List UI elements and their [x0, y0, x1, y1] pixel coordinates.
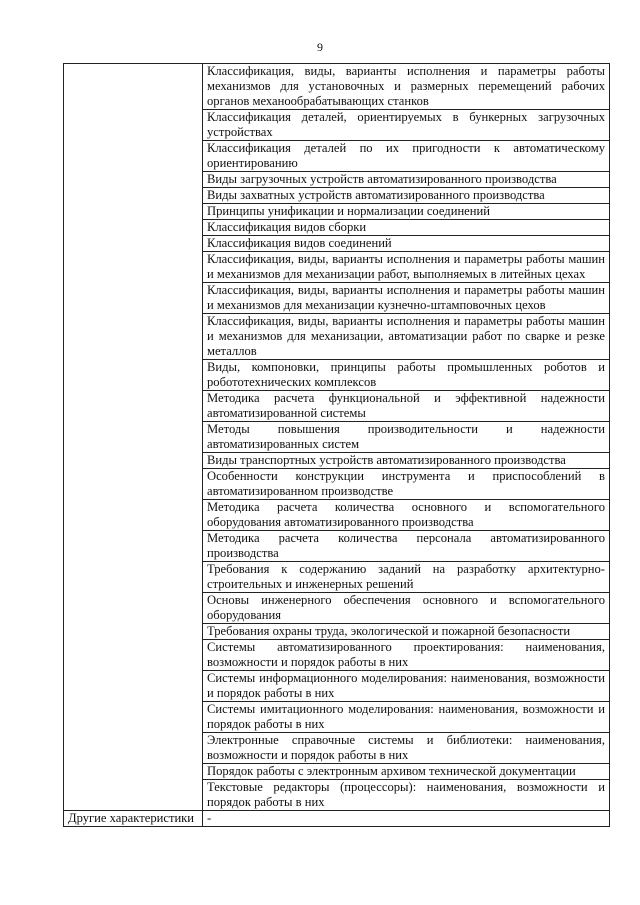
table-cell: Принципы унификации и нормализации соединений: [203, 204, 610, 220]
table-cell: Классификация, виды, варианты исполнения и параметры работы машин и механизмов для механизации, автоматизации работ по сварке и резке металлов: [203, 314, 610, 360]
table-cell: Виды транспортных устройств автоматизированного производства: [203, 453, 610, 469]
table-cell: Требования к содержанию заданий на разработку архитектурно-строительных и инженерных решений: [203, 562, 610, 593]
table-cell: Системы информационного моделирования: наименования, возможности и порядок работы в них: [203, 671, 610, 702]
table-cell: Текстовые редакторы (процессоры): наименования, возможности и порядок работы в них: [203, 780, 610, 811]
table-cell: Виды загрузочных устройств автоматизированного производства: [203, 172, 610, 188]
requirements-table: [63, 63, 610, 827]
table-cell: Классификация деталей по их пригодности к автоматическому ориентированию: [203, 141, 610, 172]
table-cell: Классификация, виды, варианты исполнения и параметры работы машин и механизмов для механизации кузнечно-штамповочных цехов: [203, 283, 610, 314]
table-cell: Классификация, виды, варианты исполнения и параметры работы механизмов для установочных и размерных перемещений рабочих органов механообрабатывающих станков: [203, 64, 610, 110]
table-cell: Виды захватных устройств автоматизированного производства: [203, 188, 610, 204]
table-cell: Методы повышения производительности и надежности автоматизированных систем: [203, 422, 610, 453]
table-cell: Системы автоматизированного проектирования: наименования, возможности и порядок работы в них: [203, 640, 610, 671]
table-cell: Системы имитационного моделирования: наименования, возможности и порядок работы в них: [203, 702, 610, 733]
table-row: [64, 64, 610, 110]
table-cell: Основы инженерного обеспечения основного и вспомогательного оборудования: [203, 593, 610, 624]
other-characteristics-label: Другие характеристики: [64, 811, 203, 827]
table-cell: Методика расчета количества основного и вспомогательного оборудования автоматизированного производства: [203, 500, 610, 531]
other-characteristics-value: -: [203, 811, 610, 827]
table-cell: Классификация видов сборки: [203, 220, 610, 236]
table-cell: Методика расчета функциональной и эффективной надежности автоматизированной системы: [203, 391, 610, 422]
table-cell: Классификация видов соединений: [203, 236, 610, 252]
page-number: 9: [317, 40, 323, 54]
table-cell: Электронные справочные системы и библиотеки: наименования, возможности и порядок работы в них: [203, 733, 610, 764]
table-cell: Классификация, виды, варианты исполнения и параметры работы машин и механизмов для механизации работ, выполняемых в литейных цехах: [203, 252, 610, 283]
table-cell: Порядок работы с электронным архивом технической документации: [203, 764, 610, 780]
table-cell: Особенности конструкции инструмента и приспособлений в автоматизированном производстве: [203, 469, 610, 500]
left-empty-cell: [64, 64, 203, 811]
other-characteristics-row: [64, 811, 610, 827]
table-cell: Методика расчета количества персонала автоматизированного производства: [203, 531, 610, 562]
table-cell: Классификация деталей, ориентируемых в бункерных загрузочных устройствах: [203, 110, 610, 141]
table-body: [64, 64, 610, 827]
table-cell: Виды, компоновки, принципы работы промышленных роботов и робототехнических комплексов: [203, 360, 610, 391]
table-cell: Требования охраны труда, экологической и пожарной безопасности: [203, 624, 610, 640]
